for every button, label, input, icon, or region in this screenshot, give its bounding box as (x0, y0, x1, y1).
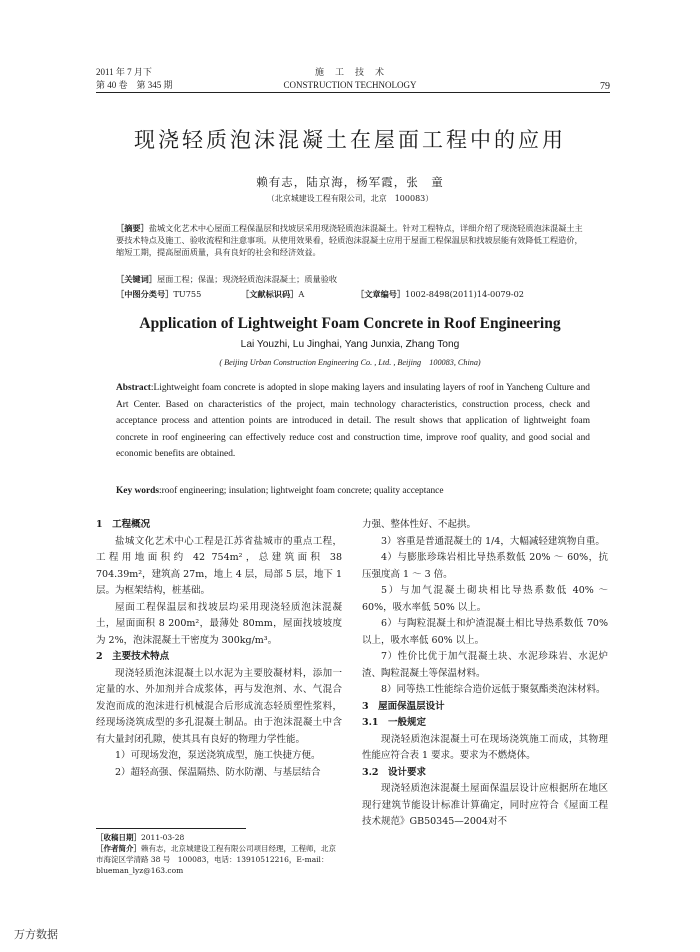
affiliation-en: ( Beijing Urban Construction Engineering Co. , Ltd. , Beijing 100083, China) (219, 358, 481, 367)
paragraph: 8）同等热工性能综合造价远低于聚氨酯类泡沫材料。 (381, 684, 606, 695)
paragraph: 2）超轻高强、保温隔热、防水防潮、与基层结合 (115, 766, 321, 778)
classification-line (116, 288, 590, 300)
footnote-received (96, 832, 342, 843)
keywords-zh-text: 屋面工程；保温；现浇轻质泡沫混凝土；质量验收 (156, 274, 338, 284)
received-label: ［收稿日期］ (96, 833, 141, 842)
issue-date: 2011 年 7 月下 (96, 67, 152, 77)
abstract-zh-label: ［摘要］ (116, 223, 149, 233)
journal-name-zh: 施 工 技 术 (314, 67, 385, 77)
journal-name-en: CONSTRUCTION TECHNOLOGY (283, 80, 417, 90)
abstract-en-text: :Lightweight foam concrete is adopted in slope making layers and insulating layers of roof in Yancheng Culture and Art Center. Based on characteristics of the project, main technology characteristics, construction process, check and acceptance process and attention points are introduced in detail. The result shows that application of lightweight foam concrete in roof engineering can effectively reduce cost and construction time, improve roof quality, and good social and economic benefits are obtained. (116, 383, 590, 460)
doc-code-label: ［文献标识码］ (241, 289, 299, 299)
abstract-en (116, 380, 590, 463)
author-bio-text: 赖有志，北京城建设工程有限公司项目经理，工程师，北京市海淀区学清路 38 号 100083，电话：13910512216，E-mail：blueman_lyz@163.com (96, 844, 336, 875)
keywords-zh-label: ［关键词］ (116, 274, 157, 284)
paragraph: 5）与加气混凝土砌块相比导热系数低 40% ～ 60%，吸水率低 50% 以上。 (362, 585, 608, 613)
footnote (96, 832, 342, 876)
paragraph: 1）可现场发泡，泵送浇筑成型，施工快捷方便。 (115, 750, 321, 761)
section-heading: 3.2 设计要求 (362, 766, 427, 778)
section-heading: 1 工程概况 (96, 519, 151, 530)
article-no-label: ［文章编号］ (356, 289, 406, 299)
affiliation-zh: （北京城建设工程有限公司，北京 100083） (266, 194, 434, 203)
paragraph: 7）性价比优于加气混凝土块、水泥珍珠岩、水泥炉渣、陶粒混凝土等保温材料。 (362, 651, 608, 679)
issue-volume: 第 40 卷 第 345 期 (96, 80, 173, 90)
body-left-column (96, 517, 342, 781)
paragraph: 现浇轻质泡沫混凝土屋面保温层设计应根据所在地区现行建筑节能设计标准计算确定，同时应符合《屋面工程技术规范》GB50345—2004对不 (362, 783, 608, 827)
abstract-en-label: Abstract (116, 383, 151, 393)
received-value: 2011-03-28 (141, 833, 185, 842)
paragraph: 盐城文化艺术中心工程是江苏省盐城市的重点工程，工程用地面积约 42 754m²，总建筑面积 38 704.39m²，建筑高 27m，地上 4 层，局部 5 层，地下 1 层。为框架结构，桩基础。 (96, 535, 342, 596)
paragraph-continuation: 力强、整体性好、不起拱。 (362, 519, 477, 530)
page-number: 79 (600, 81, 610, 92)
paragraph: 6）与陶粒混凝土和炉渣混凝土相比导热系数低 70% 以上，吸水率低 60% 以上。 (362, 618, 608, 646)
article-no-value: 1002-8498(2011)14-0079-02 (405, 289, 525, 299)
doc-code-value: A (298, 289, 305, 299)
section-heading: 3 屋面保温层设计 (362, 700, 445, 712)
paragraph: 屋面工程保温层和找坡层均采用现浇轻质泡沫混凝土，屋面面积 8 200m²，最薄处 80mm，屋面找坡坡度为 2%，泡沫混凝土干密度为 300kg/m³。 (96, 601, 342, 646)
authors-zh: 赖有志，陆京海，杨军霞，张 童 (256, 175, 444, 189)
keywords-en (116, 483, 590, 500)
footnote-rule (96, 828, 246, 829)
section-heading: 3.1 一般规定 (362, 717, 427, 728)
author-bio-label: ［作者简介］ (96, 844, 141, 853)
title-zh: 现浇轻质泡沫混凝土在屋面工程中的应用 (134, 128, 566, 152)
body-right-column (362, 517, 608, 831)
clc-label: ［中图分类号］ (116, 289, 174, 299)
authors-en: Lai Youzhi, Lu Jinghai, Yang Junxia, Zhang Tong (240, 339, 460, 350)
keywords-en-text: :roof engineering; insulation; lightweight foam concrete; quality acceptance (158, 486, 444, 496)
abstract-zh (116, 222, 590, 259)
watermark: 万方数据 (14, 928, 58, 941)
header-rule (96, 92, 610, 93)
paragraph: 4）与膨胀珍珠岩相比导热系数低 20% ～ 60%，抗压强度高 1 ～ 3 倍。 (362, 552, 608, 580)
abstract-zh-text: 盐城文化艺术中心屋面工程保温层和找坡层采用现浇轻质泡沫混凝土。针对工程特点，详细介绍了现浇轻质泡沫混凝土主要技术特点及施工、验收流程和注意事项。从使用效果看，轻质泡沫混凝土应用于屋面工程保温层和找坡层能有效降低工程造价，缩短工期，提高屋面质量，具有良好的社会和经济效益。 (116, 223, 583, 258)
section-heading: 2 主要技术特点 (96, 651, 170, 662)
title-en: Application of Lightweight Foam Concrete in Roof Engineering (139, 315, 561, 332)
keywords-en-label: Key words (116, 486, 159, 496)
paragraph: 现浇轻质泡沫混凝土可在现场浇筑施工而成，其物理性能应符合表 1 要求。要求为不燃烧体。 (362, 733, 608, 761)
paragraph: 3）容重是普通混凝土的 1/4，大幅减轻建筑物自重。 (381, 535, 605, 547)
footnote-author (96, 843, 342, 876)
keywords-zh (116, 273, 590, 285)
paragraph: 现浇轻质泡沫混凝土以水泥为主要胶凝材料，添加一定量的水、外加剂并合成浆体，再与发泡剂、水、气混合发泡而成的泡沫进行机械混合后形成流态轻质塑性浆料，经现场浇筑成型的多孔混凝土制品。由于泡沫混凝土中含有大量封闭孔隙，使其具有良好的物理力学性能。 (96, 667, 342, 745)
clc-value: TU755 (173, 289, 202, 299)
